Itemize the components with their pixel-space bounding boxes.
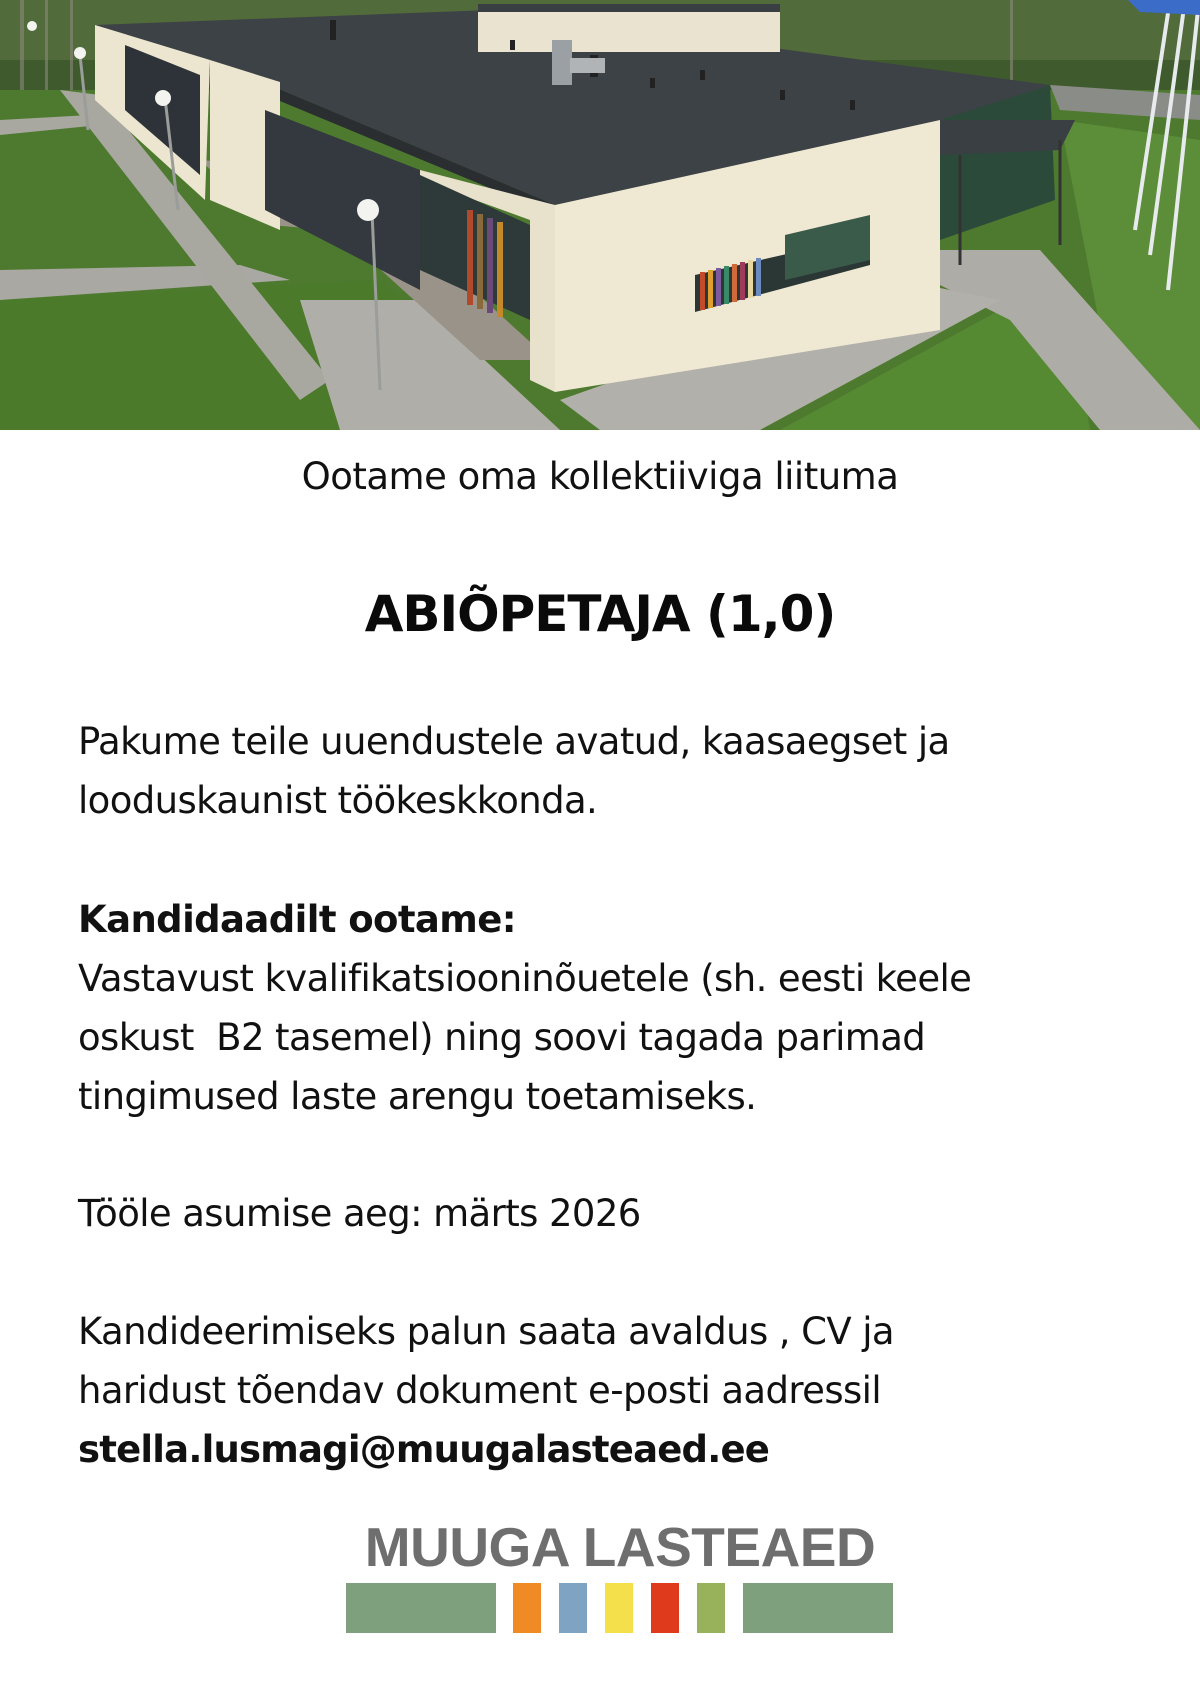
job-title: ABIÕPETAJA (1,0) (364, 585, 836, 643)
logo-bar-green-right (743, 1583, 893, 1633)
logo-bar-lime (697, 1583, 725, 1633)
building-illustration (0, 0, 1200, 430)
subtitle: Ootame oma kollektiiviga liituma (301, 455, 899, 498)
logo-bar-red (651, 1583, 679, 1633)
requirements-line-3: tingimused laste arengu toetamiseks. (78, 1075, 757, 1118)
requirements-heading: Kandidaadilt ootame: (78, 898, 516, 941)
apply-section (78, 1302, 1138, 1479)
contact-email-link[interactable]: stella.lusmagi@muugalasteaed.ee (78, 1428, 770, 1471)
building-photo (0, 0, 1200, 430)
offer-line-1: Pakume teile uuendustele avatud, kaasaegset ja (78, 720, 950, 763)
start-date-section (78, 1184, 1138, 1243)
logo-wordmark: MUUGA LASTEAED (364, 1516, 876, 1578)
logo-bar-yellow (605, 1583, 633, 1633)
logo-bar-green-left (346, 1583, 496, 1633)
requirements-line-2: oskust B2 tasemel) ning soovi tagada parimad (78, 1016, 926, 1059)
apply-line-1: Kandideerimiseks palun saata avaldus , CV ja (78, 1310, 894, 1353)
offer-paragraph (78, 712, 1138, 830)
requirements-line-1: Vastavust kvalifikatsiooninõuetele (sh. eesti keele (78, 957, 972, 1000)
start-date-text: Tööle asumise aeg: märts 2026 (78, 1192, 641, 1235)
apply-line-2: haridust tõendav dokument e-posti aadressil (78, 1369, 882, 1412)
logo-bar-orange (513, 1583, 541, 1633)
logo-bar-blue (559, 1583, 587, 1633)
requirements-section (78, 890, 1138, 1126)
offer-line-2: looduskaunist töökeskkonda. (78, 779, 598, 822)
logo-color-bars (0, 1583, 1200, 1633)
